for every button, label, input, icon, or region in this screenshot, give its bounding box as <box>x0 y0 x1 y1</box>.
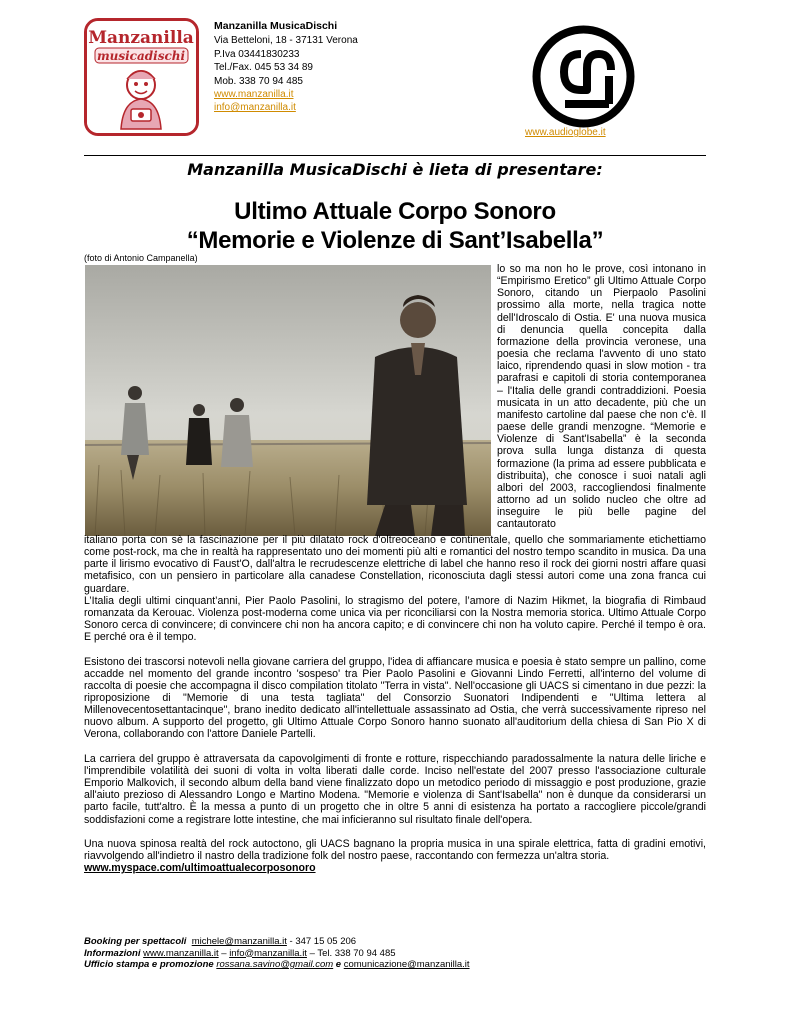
company-mobile: Mob. 338 70 94 485 <box>214 75 303 87</box>
company-address: Via Betteloni, 18 - 37131 Verona <box>214 35 358 47</box>
info-label: Informazioni <box>84 947 141 959</box>
band-photo <box>85 265 491 536</box>
booking-phone: - 347 15 05 206 <box>286 936 357 947</box>
booking-label: Booking per spettacoli <box>84 936 187 947</box>
logo-brand-top: Manzanilla <box>88 28 194 48</box>
manzanilla-logo-graphic <box>87 21 196 133</box>
paragraph-5: Una nuova spinosa realtà del rock autoctono, gli UACS bagnano la propria musica in una spirale elettrica, fatta di gradini emotivi, riavvolgendo all'indietro il nastro della tradizione folk del nostro paese, raccontando con fermezza un'altra storia. <box>84 837 706 863</box>
paragraph-2: L’Italia degli ultimi cinquant’anni, Pier Paolo Pasolini, lo stragismo del potere, l’amore di Nazim Hikmet, la biografia di Rimbaud romanzata da Kerouac. Violenza post-moderna come unica via per riconciliarsi con la Nostra memoria storica. Ultimo Attuale Corpo Sonoro cerca di convincere; di convincere chi non ha ancora capito; e di convincere chi non ha voluto capire. Perché il tempo è ora. E perché ora è il tempo. <box>84 594 706 644</box>
title-band-name: Ultimo Attuale Corpo Sonoro <box>234 198 556 225</box>
contact-block <box>214 20 358 115</box>
company-vat: P.Iva 03441830233 <box>214 48 300 60</box>
photo-caption: (foto di Antonio Campanella) <box>84 253 198 263</box>
info-email-link[interactable]: info@manzanilla.it <box>229 947 307 959</box>
press-and: e <box>333 959 344 970</box>
logo-brand-bottom: musicadischi <box>96 49 186 63</box>
footer-booking <box>84 936 470 948</box>
footer-contacts <box>84 936 470 971</box>
paragraph-4: La carriera del gruppo è attraversata da capovolgimenti di fronte e rotture, rispecchiando paradossalmente la natura delle liriche e l'imprendibile volatilità dei suoni di volta in volta liberati dalle corde. Inciso nell'estate del 2007 presso l'associazione culturale Emporio Malkovich, il secondo album della band viene finalizzato dopo un metodico periodo di missaggio e post produzione, grazie all'aiuto prezioso di Alessandro Longo e Martino Modena. "Memorie e violenza di Sant'Isabella" non è dunque da considerarsi un parto facile, tutt'altro. È la messa a punto di un progetto che in oltre 5 anni di esistenza ha portato a raccogliere piccole/grandi soddisfazioni come a registrare lotte intestine, che mai inficieranno sul risultato finale dell'opera. <box>84 752 706 826</box>
footer-info <box>84 948 470 960</box>
title-album-name: “Memorie e Violenze di Sant’Isabella” <box>186 227 604 254</box>
manzanilla-logo <box>84 18 199 136</box>
paragraph-3: Esistono dei trascorsi notevoli nella giovane carriera del gruppo, l'idea di affiancare musica e poesia è stato sempre un pallino, come accadde nel momento del grande incontro 'sospeso' tra Pier Paolo Pasolini e Giovanni Lindo Ferretti, all'interno del volume di raccolta di poesie che accompagna il disco compilation titolato "Terra in vista". Nell'occasione gli UACS si cimentano in due pezzi: la riproposizione di "Memorie di una testa tagliata" del Consorzio Suonatori Indipendenti e "Ultima lettera al Millenovecentosettantacinque", brano inedito dedicato all'intellettuale assassinato ad Ostia, che verrà successivamente ripreso nel nuovo album. A supporto del progetto, gli Ultimo Attuale Corpo Sonoro hanno suonato all'auditorium della chiesa di San Pio X di Verona, collaborando con l'attore Daniele Partelli. <box>84 655 706 741</box>
info-separator: – <box>218 947 230 959</box>
info-phone: – Tel. 338 70 94 485 <box>306 947 396 959</box>
company-telfax: Tel./Fax. 045 53 34 89 <box>214 62 313 74</box>
myspace-link[interactable]: www.myspace.com/ultimoattualecorposonoro <box>84 862 316 875</box>
info-site-link[interactable]: www.manzanilla.it <box>143 947 219 959</box>
page-title <box>84 197 706 255</box>
company-name: Manzanilla MusicaDischi <box>214 20 338 32</box>
press-email-link-1[interactable]: rossana.savino@gmail.com <box>216 959 334 970</box>
article-body <box>84 534 706 874</box>
paragraph-1: italiano porta con sè la fascinazione per il più dilatato rock d'oltreoceano e continentale, quello che sommariamente etichettiamo come post-rock, ma che in realtà ha rappresentato uno dei momenti più alti e romantici del nostro tempo scandito in musica. Da una parte il lirismo evocativo di Faust'O, dall'altra le recrudescenze elettriche di label che hanno reso il rock dei giorni nostri affare quasi metafisico, con un pensiero in particolare alla canadese Constellation, riconosciuta dagli stessi autori come una zona franca cui guardare. <box>84 534 706 595</box>
booking-email-link[interactable]: michele@manzanilla.it <box>191 936 287 947</box>
audioglobe-logo-icon <box>531 24 636 129</box>
audioglobe-link[interactable]: www.audioglobe.it <box>525 127 606 138</box>
press-label: Ufficio stampa e promozione <box>84 959 214 970</box>
email-link[interactable]: info@manzanilla.it <box>214 102 296 114</box>
website-link[interactable]: www.manzanilla.it <box>214 89 294 101</box>
intro-column: lo so ma non ho le prove, così intonano in “Empirismo Eretico” gli Ultimo Attuale Corpo Sonoro, citando un Pierpaolo Pasolini prossimo alla morte, nella tragica notte dell'Idroscalo di Ostia. E' una nuova musica di denuncia quella concepita dalla formazione della provincia veronese, una poesia che reclama l'avvento di uno stato laico, riprendendo quasi in slow motion - tra parafrasi e capitoli di storia contemporanea – l'Italia delle grandi contraddizioni. Poesia musicata in un atto decadente, più che un manifesto cartoline dal paese che non c'è. Il paese delle grandi menzogne. “Memorie e Violenze di Sant'Isabella” è la seconda prova sulla lunga distanza di questa formazione (la prima ad essere pubblicata e distribuita), che conosce i suoi natali agli albori del 2003, raccogliendosi finalmente attorno ad un solido nucleo che oltre ad inseguire le più belle pagine del cantautorato <box>497 263 706 531</box>
header-divider <box>84 155 706 156</box>
press-email-link-2[interactable]: comunicazione@manzanilla.it <box>343 959 470 970</box>
presents-heading: Manzanilla MusicaDischi è lieta di presentare: <box>187 160 603 179</box>
footer-press <box>84 959 470 971</box>
